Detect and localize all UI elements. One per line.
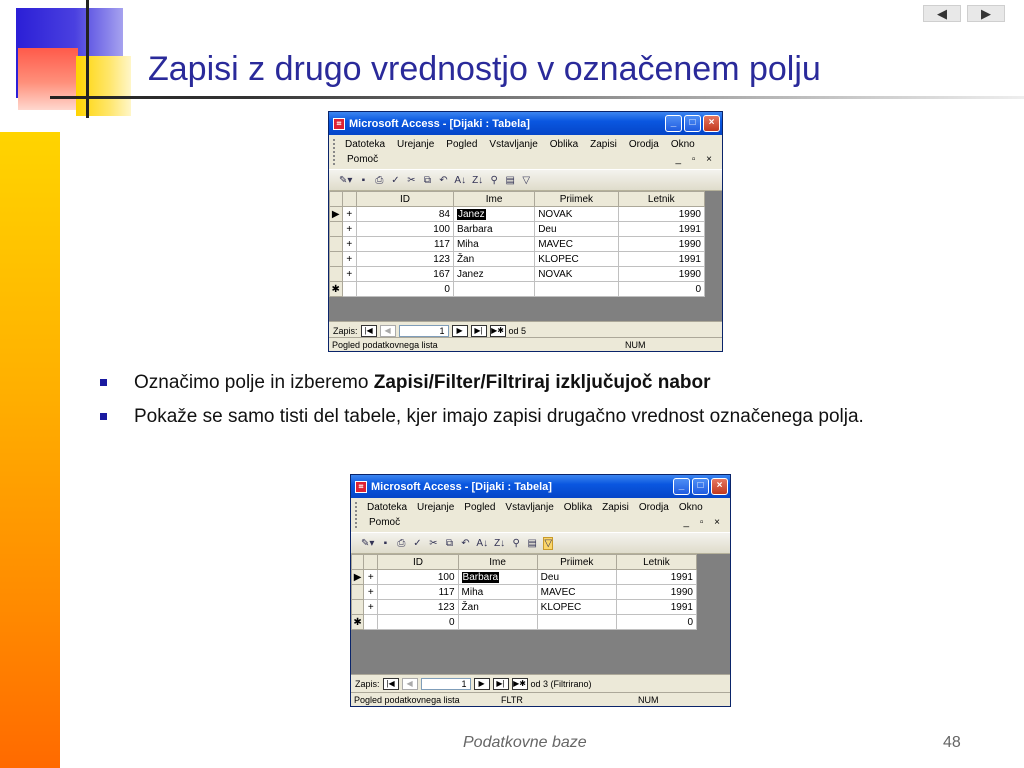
- table-row[interactable]: [352, 600, 697, 615]
- nav-label: Zapis:: [355, 678, 380, 689]
- expand-icon[interactable]: +: [364, 585, 378, 600]
- cell-letnik[interactable]: 1990: [618, 207, 704, 222]
- cell-letnik[interactable]: 1990: [618, 237, 704, 252]
- new-record-button[interactable]: ▶✱: [491, 325, 504, 335]
- menu-zapisi[interactable]: Zapisi: [590, 139, 617, 150]
- cell-ime[interactable]: [458, 615, 537, 630]
- access-window-unfiltered: [328, 111, 723, 352]
- new-record-row[interactable]: [352, 615, 697, 630]
- cell-priimek[interactable]: Deu: [537, 570, 616, 585]
- spell-icon[interactable]: ✓: [413, 537, 422, 549]
- page-number: 48: [943, 734, 961, 751]
- print-icon[interactable]: ⎙: [375, 174, 384, 186]
- cell-priimek[interactable]: [535, 282, 618, 297]
- maximize-button[interactable]: □: [684, 115, 701, 132]
- cell-letnik[interactable]: 1991: [616, 570, 696, 585]
- decor-vertical-line: [86, 0, 89, 118]
- datasheet-area: [351, 554, 730, 674]
- cell-id[interactable]: 100: [357, 222, 454, 237]
- menu-orodja[interactable]: Orodja: [628, 139, 659, 150]
- status-view: Pogled podatkovnega lista: [354, 694, 460, 705]
- close-button[interactable]: ×: [711, 478, 728, 495]
- nav-label: Zapis:: [333, 325, 358, 336]
- row-selector[interactable]: [330, 222, 343, 237]
- remove-filter-icon[interactable]: ▽: [544, 537, 553, 549]
- expand-icon[interactable]: +: [342, 222, 357, 237]
- row-selector[interactable]: [330, 252, 343, 267]
- menu-pogled[interactable]: Pogled: [446, 139, 478, 150]
- cell-ime[interactable]: Janez: [453, 267, 534, 282]
- header-row: [330, 192, 705, 207]
- bullet-1-text: Označimo polje in izberemo: [134, 372, 374, 393]
- sort-desc-icon[interactable]: Z↓: [472, 174, 484, 186]
- next-record-button[interactable]: ▶: [452, 325, 468, 337]
- cell-ime[interactable]: Žan: [458, 600, 537, 615]
- view-icon[interactable]: ✎▾: [339, 174, 353, 186]
- column-header-id[interactable]: ID: [378, 555, 458, 570]
- sort-asc-icon[interactable]: A↓: [454, 174, 467, 186]
- record-count: od 5: [508, 325, 527, 336]
- cell-ime[interactable]: Barbara: [453, 222, 534, 237]
- save-icon[interactable]: ▪: [383, 537, 388, 549]
- table-row[interactable]: [330, 252, 705, 267]
- cell-id[interactable]: 117: [357, 237, 454, 252]
- cell-priimek[interactable]: NOVAK: [535, 267, 618, 282]
- menu-bar: [329, 135, 722, 169]
- expand-header: [364, 555, 378, 570]
- cell-ime[interactable]: [453, 282, 534, 297]
- bullet-square-icon: [100, 413, 107, 420]
- status-view: Pogled podatkovnega lista: [332, 339, 438, 350]
- row-selector[interactable]: [330, 267, 343, 282]
- cell-ime[interactable]: [453, 207, 534, 222]
- cell-id[interactable]: 123: [357, 252, 454, 267]
- status-num: NUM: [638, 694, 659, 705]
- cell-id[interactable]: 0: [357, 282, 454, 297]
- arrow-left-icon: ◀: [937, 5, 947, 21]
- menu-bar: [351, 498, 730, 532]
- column-header-priimek[interactable]: Priimek: [535, 192, 618, 207]
- table-row[interactable]: [330, 267, 705, 282]
- cell-letnik[interactable]: 1991: [616, 600, 696, 615]
- cell-id[interactable]: 0: [378, 615, 458, 630]
- menubar-grip-icon: [355, 502, 357, 528]
- bullet-square-icon: [100, 379, 107, 386]
- cell-ime[interactable]: Žan: [453, 252, 534, 267]
- bullet-1-bold: Zapisi/Filter/Filtriraj izključujoč nabor: [373, 372, 711, 393]
- menu-datoteka[interactable]: Datoteka: [367, 502, 408, 513]
- next-record-button[interactable]: ▶: [474, 678, 490, 690]
- first-record-button[interactable]: |◀: [361, 325, 377, 337]
- decor-sidebar-gradient: [0, 132, 60, 768]
- filter-selection-icon[interactable]: ⚲: [490, 174, 498, 186]
- table-row[interactable]: [330, 207, 705, 222]
- menu-datoteka[interactable]: Datoteka: [345, 139, 386, 150]
- selected-value[interactable]: Janez: [457, 208, 485, 220]
- status-filter: FLTR: [501, 694, 523, 705]
- slide-title: Zapisi z drugo vrednostjo v označenem polju: [148, 50, 821, 88]
- cell-letnik[interactable]: 0: [616, 615, 696, 630]
- window-titlebar: [351, 475, 730, 498]
- save-icon[interactable]: ▪: [361, 174, 366, 186]
- menu-oblika[interactable]: Oblika: [563, 502, 593, 513]
- menu-okno[interactable]: Okno: [670, 139, 695, 150]
- new-record-button[interactable]: ▶✱: [513, 678, 526, 688]
- copy-icon[interactable]: ⧉: [445, 537, 453, 549]
- cell-letnik[interactable]: 0: [618, 282, 704, 297]
- column-header-ime[interactable]: Ime: [453, 192, 534, 207]
- footer-text: Podatkovne baze: [463, 734, 587, 751]
- menu-okno[interactable]: Okno: [678, 502, 703, 513]
- cell-priimek[interactable]: MAVEC: [537, 585, 616, 600]
- mdi-controls[interactable]: _ ▫ ×: [675, 154, 716, 165]
- cell-id[interactable]: 117: [378, 585, 458, 600]
- expand-icon[interactable]: +: [342, 207, 357, 222]
- new-record-icon[interactable]: ✱: [353, 616, 362, 628]
- expand-icon[interactable]: +: [342, 252, 357, 267]
- status-num: NUM: [625, 339, 646, 350]
- column-header-letnik[interactable]: Letnik: [616, 555, 696, 570]
- expand-icon[interactable]: +: [342, 237, 357, 252]
- cut-icon[interactable]: ✂: [407, 174, 416, 186]
- cell-ime[interactable]: [458, 570, 537, 585]
- cell-priimek[interactable]: KLOPEC: [537, 600, 616, 615]
- arrow-right-icon: ▶: [981, 5, 991, 21]
- datasheet-table: [351, 554, 697, 630]
- bullet-2-text: Pokaže se samo tisti del tabele, kjer imajo zapisi drugačno vrednost označenega polja.: [134, 406, 864, 427]
- sort-asc-icon[interactable]: A↓: [476, 537, 489, 549]
- toolbar: [329, 169, 722, 191]
- copy-icon[interactable]: ⧉: [423, 174, 431, 186]
- record-number-input[interactable]: 1: [421, 678, 471, 690]
- expand-cell: [342, 282, 357, 297]
- current-record-icon[interactable]: ▶: [352, 570, 364, 585]
- menu-pomoc[interactable]: Pomoč: [347, 154, 379, 165]
- expand-header: [342, 192, 357, 207]
- table-row[interactable]: [330, 237, 705, 252]
- datasheet-table: [329, 191, 705, 297]
- status-bar: [351, 692, 730, 706]
- column-header-letnik[interactable]: Letnik: [618, 192, 704, 207]
- window-title: Microsoft Access - [Dijaki : Tabela]: [349, 117, 530, 130]
- cell-letnik[interactable]: 1990: [616, 585, 696, 600]
- table-row[interactable]: [330, 222, 705, 237]
- expand-icon[interactable]: +: [364, 570, 378, 585]
- column-header-priimek[interactable]: Priimek: [537, 555, 616, 570]
- cut-icon[interactable]: ✂: [429, 537, 438, 549]
- status-bar: [329, 337, 722, 351]
- expand-icon[interactable]: +: [342, 267, 357, 282]
- close-button[interactable]: ×: [703, 115, 720, 132]
- prev-slide-button[interactable]: [923, 5, 961, 22]
- menu-vstavljanje[interactable]: Vstavljanje: [489, 139, 538, 150]
- filter-form-icon[interactable]: ▤: [505, 174, 515, 186]
- cell-id[interactable]: 123: [378, 600, 458, 615]
- access-app-icon: ⌗: [333, 118, 345, 130]
- undo-icon[interactable]: ↶: [439, 174, 448, 186]
- sort-desc-icon[interactable]: Z↓: [494, 537, 506, 549]
- corner-cell[interactable]: [352, 555, 364, 570]
- cell-id[interactable]: 84: [357, 207, 454, 222]
- minimize-button[interactable]: _: [665, 115, 682, 132]
- row-selector[interactable]: [352, 585, 364, 600]
- cell-priimek[interactable]: MAVEC: [535, 237, 618, 252]
- new-record-icon[interactable]: ✱: [330, 282, 343, 297]
- menu-oblika[interactable]: Oblika: [549, 139, 579, 150]
- cell-letnik[interactable]: 1990: [618, 267, 704, 282]
- maximize-button[interactable]: □: [692, 478, 709, 495]
- prev-record-button[interactable]: ◀: [402, 678, 418, 690]
- menu-vstavljanje[interactable]: Vstavljanje: [505, 502, 554, 513]
- last-record-button[interactable]: ▶|: [471, 325, 487, 337]
- decor-horizontal-line: [50, 96, 1024, 99]
- undo-icon[interactable]: ↶: [461, 537, 470, 549]
- record-navigator: [351, 674, 730, 692]
- bullet-2: [100, 402, 962, 431]
- access-app-icon: ⌗: [355, 481, 367, 493]
- table-row[interactable]: [352, 585, 697, 600]
- view-icon[interactable]: ✎▾: [361, 537, 375, 549]
- column-header-ime[interactable]: Ime: [458, 555, 537, 570]
- cell-priimek[interactable]: Deu: [535, 222, 618, 237]
- menu-pogled[interactable]: Pogled: [464, 502, 496, 513]
- filter-form-icon[interactable]: ▤: [527, 537, 537, 549]
- bullet-1: [100, 368, 962, 397]
- menu-urejanje[interactable]: Urejanje: [417, 502, 455, 513]
- expand-cell: [364, 615, 378, 630]
- current-record-icon[interactable]: ▶: [330, 207, 343, 222]
- cell-ime[interactable]: Miha: [453, 237, 534, 252]
- spell-icon[interactable]: ✓: [391, 174, 400, 186]
- menu-pomoc[interactable]: Pomoč: [369, 517, 401, 528]
- cell-letnik[interactable]: 1991: [618, 222, 704, 237]
- record-number-input[interactable]: 1: [399, 325, 449, 337]
- access-window-filtered: [350, 474, 731, 707]
- menu-orodja[interactable]: Orodja: [638, 502, 669, 513]
- minimize-button[interactable]: _: [673, 478, 690, 495]
- selected-value[interactable]: Barbara: [462, 571, 499, 583]
- cell-id[interactable]: 100: [378, 570, 458, 585]
- apply-filter-icon[interactable]: ▽: [522, 174, 531, 186]
- cell-priimek[interactable]: [537, 615, 616, 630]
- decor-red-square: [18, 48, 78, 110]
- row-selector[interactable]: [352, 600, 364, 615]
- mdi-controls[interactable]: _ ▫ ×: [683, 517, 724, 528]
- cell-priimek[interactable]: NOVAK: [535, 207, 618, 222]
- last-record-button[interactable]: ▶|: [493, 678, 509, 690]
- cell-id[interactable]: 167: [357, 267, 454, 282]
- decor-yellow-square: [76, 56, 131, 116]
- toolbar: [351, 532, 730, 554]
- header-row: [352, 555, 697, 570]
- prev-record-button[interactable]: ◀: [380, 325, 396, 337]
- print-icon[interactable]: ⎙: [397, 537, 406, 549]
- corner-cell[interactable]: [330, 192, 343, 207]
- menu-zapisi[interactable]: Zapisi: [602, 502, 629, 513]
- datasheet-area: [329, 191, 722, 321]
- cell-priimek[interactable]: KLOPEC: [535, 252, 618, 267]
- new-record-row[interactable]: [330, 282, 705, 297]
- row-selector[interactable]: [330, 237, 343, 252]
- window-title: Microsoft Access - [Dijaki : Tabela]: [371, 480, 552, 493]
- table-row[interactable]: [352, 570, 697, 585]
- record-count: od 3 (Filtrirano): [530, 678, 592, 689]
- menu-urejanje[interactable]: Urejanje: [397, 139, 435, 150]
- first-record-button[interactable]: |◀: [383, 678, 399, 690]
- window-titlebar: [329, 112, 722, 135]
- filter-selection-icon[interactable]: ⚲: [512, 537, 520, 549]
- column-header-id[interactable]: ID: [357, 192, 454, 207]
- cell-letnik[interactable]: 1991: [618, 252, 704, 267]
- cell-ime[interactable]: Miha: [458, 585, 537, 600]
- menubar-grip-icon: [333, 139, 335, 165]
- expand-icon[interactable]: +: [364, 600, 378, 615]
- next-slide-button[interactable]: [967, 5, 1005, 22]
